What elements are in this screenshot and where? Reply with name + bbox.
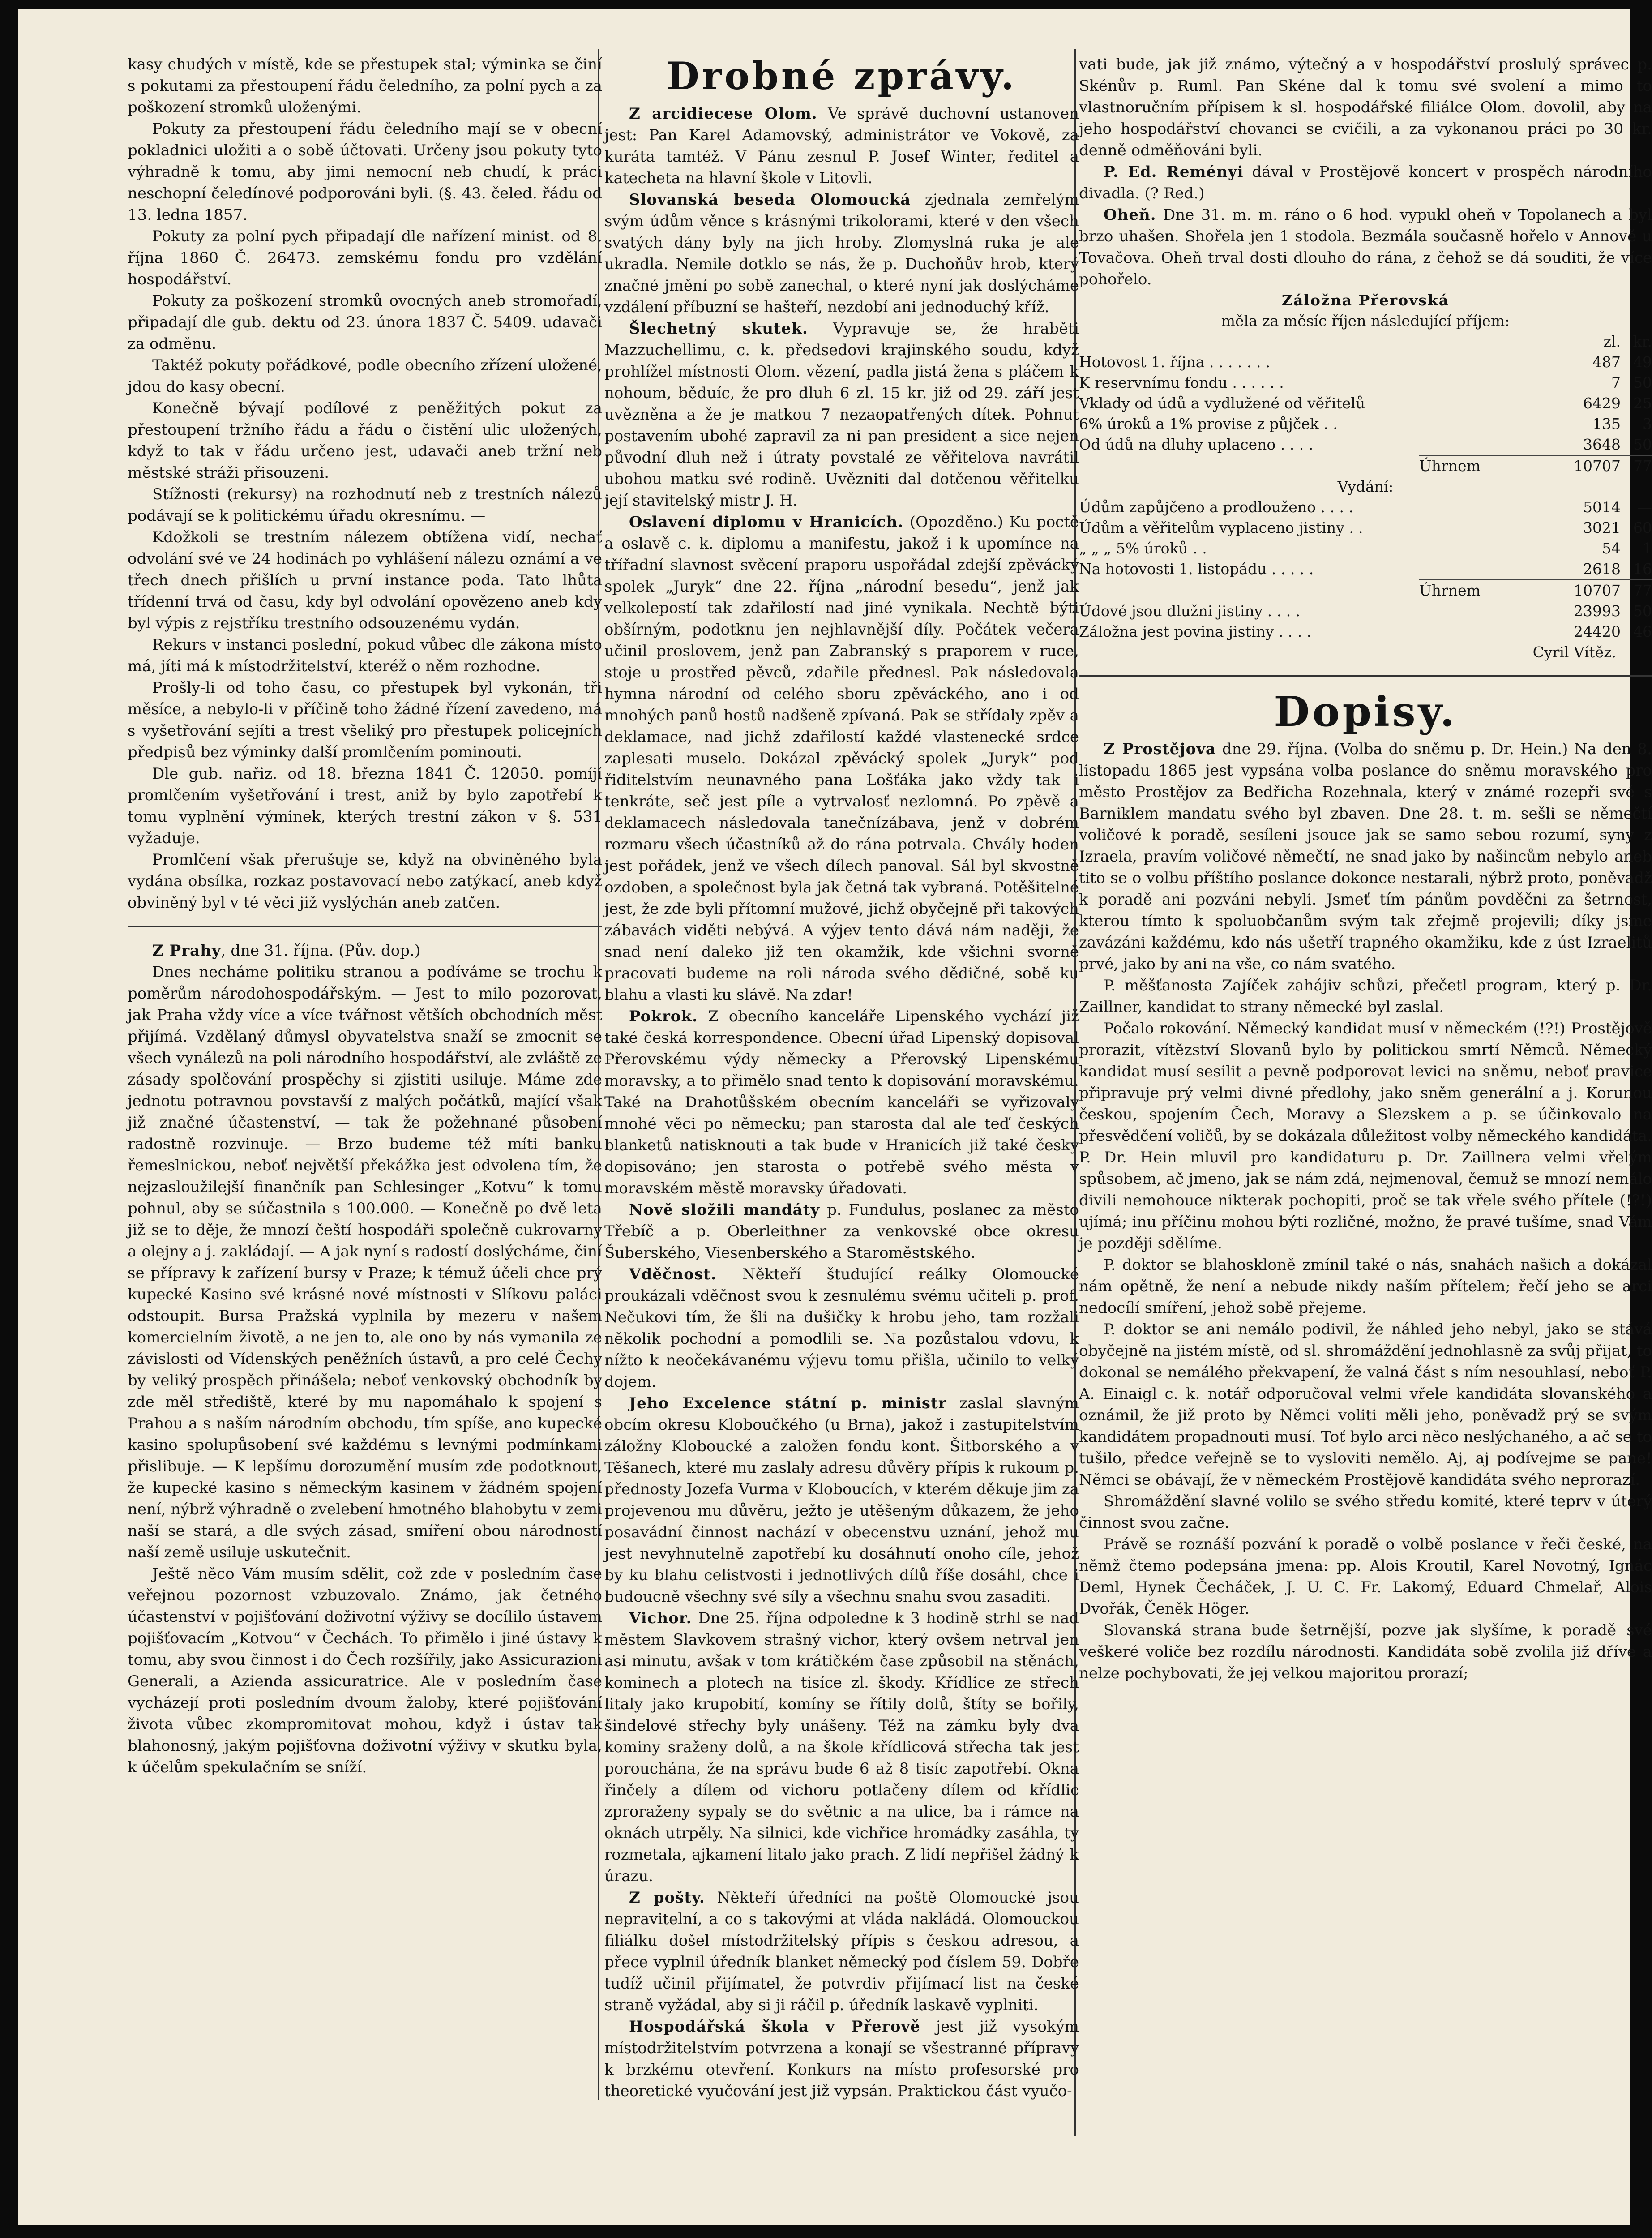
row-label: „ „ „ 5% úroků . . (1079, 540, 1207, 557)
total-label: Úhrnem (1419, 582, 1481, 599)
article-paragraph: Právě se roznáší pozvání k poradě o volbě poslance v řeči české, na němž čtemo podepsána jmena: pp. Alois Kroutil, Karel Novotný, Ignác Deml, Hynek Čecháček, J. U. C. Fr. Lakomý, Eduard Chmelař, Alois Dvořák, Čeněk Höger. (1079, 1535, 1652, 1618)
article-paragraph: Kdožkoli se trestním nálezem obtížena vidí, nechať odvolání své ve 24 hodinách po vyhlášení nálezu oznámí a ve třech dnech přišlích u první instance poda. Tato lhůta třídenní trvá od času, kdy byl odvolání opovězeno aneb kdy byl výpis z rejstříku trestního odsouzenému vydán. (128, 528, 602, 632)
news-item (604, 511, 1079, 1006)
article-paragraph: Taktéž pokuty pořádkové, podle obecního zřízení uložené, jdou do kasy obecní. (128, 356, 602, 396)
row-kr: 25 (1633, 394, 1652, 412)
row-kr: 50 (1633, 374, 1652, 391)
expense-row (1079, 538, 1652, 559)
zalozna-report (1079, 290, 1652, 663)
news-item-keyword: Jeho Excelence státní p. ministr (629, 1394, 947, 1412)
row-zl: 2618 (1583, 560, 1621, 578)
zalozna-subtitle: měla za měsíc říjen následující příjem: (1221, 312, 1510, 330)
row-kr: 1 (1643, 540, 1652, 557)
news-item-keyword: Nově složili mandáty (629, 1201, 820, 1219)
row-kr: 60 (1633, 519, 1652, 536)
section-divider (1079, 675, 1652, 677)
article-paragraph: P. měšťanosta Zajíček zahájiv schůzi, přečetl program, který p. Dr. Zaillner, kandidat to strany německé byl zaslal. (1079, 977, 1652, 1016)
article-paragraph: vati bude, jak již známo, výtečný a v hospodářství proslulý správec p. Skénův p. Ruml. Pan Skéne dal k tomu své svolení a mimo to vlastnoručním přípisem k sl. hospodářské filiálce Olom. dovolil, aby na jeho hospodářství chovanci se cvičili, a za vykonanou práci po 30 kr. denně odměňováni byli. (1079, 56, 1652, 159)
article-paragraph: Prošly-li od toho času, co přestupek byl vykonán, tři měsíce, a nebylo-li v příčině toho žádné řízení zavedeno, má s vyšetřování sejíti a trest všeliký pro přestupek policejních předpisů bez výminky další promlčením pominouti. (128, 679, 602, 761)
row-label: Záložna jest povina jistiny . . . . (1079, 623, 1312, 640)
row-zl: 3021 (1583, 519, 1621, 536)
income-row (1079, 434, 1652, 455)
unit-kr: kr. (1633, 333, 1652, 350)
row-label: Hotovost 1. října . . . . . . . (1079, 353, 1271, 371)
article-paragraph: Ještě něco Vám musím sdělit, což zde v posledním čase veřejnou pozornost vzbuzovalo. Známo, jak četného účastenství v pojišťování doživotní výživy se docílilo ústavem pojišťovacím „Kotvou“ v Čechách. To přimělo i jiné ústavy k tomu, aby svou činnost i do Čech rozšířily, jako Assicurazioni Generali, a Azienda assicuratrice. Ale v posledním čase vycházejí proti posledním dvoum žaloby, které pojišťování života vůbec zkompromitovat mohou, když i ústav tak blahonosný, jakým pojišťovna doživotní výživy v skutku byla, k účelům spekulačním se sníží. (128, 1565, 602, 1776)
zalozna-title: Záložna Přerovská (1281, 292, 1450, 309)
expense-row (1079, 559, 1652, 579)
prostejov-headline: Z Prostějova (1104, 740, 1216, 758)
income-row (1079, 373, 1652, 393)
row-kr: 16 (1633, 560, 1652, 578)
row-label: Údům zapůjčeno a prodlouženo . . . . (1079, 498, 1353, 516)
newspaper-page (18, 9, 1652, 2225)
total-zl: 10707 (1574, 582, 1621, 599)
news-item-text: zaslal slavným obcím okresu Kloboučkého (u Brna), jakož i zastupitelstvím záložny Kloboucké a založen fondu kont. Šitborského a v Těšanech, které mu zaslaly adresu důvěry přípis k rukoum p. přednosty Jozefa Vurma v Kloboucích, v kterém děkuje jim za projevenou mu důvěru, ježto je utěšeným důkazem, že jeho posavádní činnost nachází v obecenstvu uznání, jehož mu jest nevyhnutelně zapotřebí ku dosáhnutí onoho cíle, jehož by ku blahu celistvosti i jednotlivých dílů říše dosáhl, chce i budoucně všechny své síly a všechnu snahu svou zasaditi. (604, 1394, 1079, 1606)
row-label: Údům a věřitelům vyplaceno jistiny . . (1079, 519, 1363, 536)
row-kr: 46 (1633, 623, 1652, 640)
prostejov-article-lead (1079, 738, 1652, 975)
row-zl: 5014 (1583, 498, 1621, 516)
total-zl: 10707 (1574, 457, 1621, 475)
row-zl: 487 (1592, 353, 1621, 371)
row-kr: 50 (1633, 602, 1652, 620)
article-paragraph: P. doktor se ani nemálo podivil, že náhled jeho nebyl, jako se stává obyčejně na jistém místě, od sl. shromáždění jednohlasně za svůj přijat, to dokonal se nemálého překvapení, že valná část s ním nesouhlasí, neboť P. A. Einaigl c. k. notář odporučoval velmi vřele kandidáta slovanského a oznámil, že již proto by Němci voliti měli jeho, poněvadž prý se svým kandidátem propadnouti musí. Toť bylo arci něco neslýchaného, a ač se to tušilo, předce veřejně se to vysloviti nemělo. Aj, aj podívejme se pane! Němci se obávají, že v německém Prostějově kandidáta svého neprorazí. (1079, 1321, 1652, 1489)
news-item (1079, 204, 1652, 290)
row-zl: 3648 (1583, 436, 1621, 453)
news-item (604, 318, 1079, 511)
article-paragraph: P. doktor se blahoskloně zmínil také o nás, snahách našich a dokázal nám opětně, že není a nebude nikdy naším přítelem; řečí jeho se arci nedocílí smíření, jehož sobě přejeme. (1079, 1256, 1652, 1317)
news-item-keyword: Oheň. (1104, 206, 1156, 224)
article-paragraph: Na den 8. listopadu 1865 jest vypsána volba poslance do sněmu moravského pro město Prostějov za Bedřicha Rozehnala, který v známé rozepři své s Barniklem mandatu svého byl zbaven. Dne 28. t. m. sešli se němečtí voličové k poradě, sesíleni jsouce jak se samo sebou rozumí, syny z Izraela, pravím voličové němečtí, ne snad jako by našincům nebylo aneb tito se o volbu příštího poslance dokonce nestarali, nýbrž proto, poněvadž k poradě ani pozváni nebyli. Jsmeť tím pánům povděčni za šetrnost, kterou tímto k spoluobčanům svým tak zřejmě projevili; díky jsme zavázáni každému, kdo nás ušetří trapného okamžiku, kde z úst Izraelitů prvé, jako by ani na vše, co nám svatého. (1079, 740, 1652, 973)
article-paragraph: Pokuty za přestoupení řádu čeledního mají se v obecní pokladnici uložiti a o sobě účtovati. Určeny jsou pokuty tyto výhradně k tomu, aby jimi nemocní neb chudí, k práci neschopní čeledínové podporováni byli. (§. 43. čeled. řádu od 13. ledna 1857. (128, 120, 602, 224)
row-label: 6% úroků a 1% provise z půjček . . (1079, 415, 1338, 433)
article-paragraph: Pokuty za polní pych připadají dle nařízení minist. od 8. října 1860 Č. 26473. zemskému fondu pro vzdělání hospodářství. (128, 227, 602, 288)
news-item-text: Ve správě duchovní ustanoven jest: Pan Karel Adamovský, administrátor ve Vokově, za kuráta tamtéž. V Pánu zesnul P. Josef Winter, ředitel a katecheta na hlavní škole v Litovli. (604, 105, 1079, 187)
news-item-keyword: P. Ed. Reményi (1104, 163, 1244, 181)
row-label: K reservnímu fondu . . . . . . (1079, 374, 1284, 391)
row-zl: 7 (1611, 374, 1621, 391)
section-heading-dopisy: Dopisy. (1274, 687, 1457, 736)
praha-headline: Z Prahy (152, 942, 221, 960)
row-zl: 24420 (1574, 623, 1621, 640)
article-paragraph: Shromáždění slavné volilo se svého středu komité, které teprv v úterý činnost svou začne. (1079, 1492, 1652, 1532)
row-label: Od údů na dluhy uplaceno . . . . (1079, 436, 1314, 453)
vydani-title: Vydání: (1337, 478, 1394, 495)
news-item (604, 1608, 1079, 1887)
news-item-keyword: Slovanská beseda Olomoucká (629, 191, 911, 209)
article-paragraph: kasy chudých v místě, kde se přestupek stal; výminka se činí s pokutami za přestoupení řádu čeledního, za polní pych a za poškození stromků uloženými. (128, 56, 602, 116)
article-paragraph: Dnes necháme politiku stranou a podíváme se trochu k poměrům národohospodářským. — Jest to milo pozorovat, jak Praha vždy více a více tvářnost větších obchodních měst přijímá. Vzdělaný důmysl obyvatelstva snaží se zmocnit se všech vynálezů na poli národního hospodářství, ale zvláště ze zásady spolčování prospěchy si zjistiti usiluje. Máme zde jednotu potravnou povstavší z malých počátků, mající však již značné účastenství, — tak že požehnané působení radostně rozvinuje. — Brzo budeme též míti banku řemeslnickou, neboť největší překážka jest odvolena tím, že nejzasloužilejší finančník pan Schlesinger „Kotvu“ k tomu pohnul, aby se súčastnila s 100.000. — Konečně po dvě leta již se to děje, že mnozí čeští hospodáři společně cukrovarny a olejny a j. zakládají. — A jak nyní s radostí doslýcháme, činí se přípravy k zařízení bursy v Praze; k témuž účeli chce prý kupecké Kasino své krásné nové místnosti v Slíkovu paláci odstoupit. Bursa Pražská vyplnila by mezeru v našem komercielním životě, a ne jen to, ale ono by nás vymanila ze závislosti od Vídenských peněžních ústavů, a pro celé Čechy by veliký prospěch přinášela; neboť venkovský obchodník by zde měl střediště, které by mu napomáhalo k spojení s Prahou a s naším národním obchodu, tím spíše, ano kupecké kasino spolupůsobení své každému s levnými podmínkami přislibuje. — K lepšímu dorozumění musím zde podotknout, že kupecké kasino s německým kasinem v žádném spojení není, nýbrž výhradně o zvelebení hmotného blahobytu v zemi naší se stará, a dle svých zásad, smíření obou národností naší země usiluje uskutečnit. (128, 963, 602, 1561)
news-item-text: Dne 25. října odpoledne k 3 hodině strhl se nad městem Slavkovem strašný vichor, který ovšem netrval jen asi minutu, avšak v tom krátičkém čase způsobil na stěnách, kominech a plotech na tisíce zl. škody. Křídlice ze střech litaly jako krupobití, komíny se řítily dolů, štíty se bořily, šindelové střechy byly unášeny. Též na zámku byly dva kominy sraženy dolů, a na škole křídlicová střecha tak jest porouchána, že na správu bude 6 až 8 tisíc zapotřebí. Okna řinčely a dílem od vichoru potlačeny dílem od křídlic zproraženy sypaly se do světnic a na ulice, ba i rámce na oknách utrpěly. Na silnici, kde vichřice hromádky zasáhla, ty rozmetala, ajkamení litalo jako prach. Z lidí nepřišel žádný k úrazu. (604, 1609, 1079, 1885)
article-paragraph: Počalo rokování. Německý kandidat musí v německém (!?!) Prostějově prorazit, vítězství Slovanů bylo by politickou smrtí Němců. Německý kandidat musí sesilit a pevně podporovat levici na sněmu, neboť pravice připravuje prý velmi divné předlohy, jako sněm generální a j. Korunou českou, spojením Čech, Moravy a Slezskem a p. se účinkovalo na přesvědčení voličů, by se dokázala důležitost volby německého kandidáta. P. Dr. Hein mluvil pro kandidaturu p. Dr. Zaillnera velmi vřelým spůsobem, ač jmeno, jak se nám zdá, nejmenoval, čemuž se mnozí nemálo divili nemohouce nikterak pochopiti, proč se tak vřele svého přítele (!?!) ujímá; inu příčinu mohou býti rozličné, možno, že pravé tušíme, snad Vám je později sdělíme. (1079, 1020, 1652, 1252)
row-zl: 6429 (1583, 394, 1621, 412)
row-kr: 3 (1643, 415, 1652, 433)
article-paragraph: Stížnosti (rekursy) na rozhodnutí neb z trestních nálezů podávají se k politickému úřadu okresnímu. — (128, 485, 602, 525)
article-paragraph: Pokuty za poškození stromků ovocných aneb stromořadí, připadají dle gub. dektu od 23. února 1837 Č. 5409. udavači za odměnu. (128, 292, 602, 353)
income-row (1079, 352, 1652, 373)
prostejov-dateline: dne 29. října. (Volba do sněmu p. Dr. Hein.) (1216, 740, 1568, 758)
article-paragraph: Dle gub. nařiz. od 18. března 1841 Č. 12050. pomíjí promlčením vyšetřování i trest, aniž by bylo zapotřebí k tomu vyplnění výminek, kterých trestní zákon v §. 531 vyžaduje. (128, 765, 602, 847)
section-heading-drobne-zpravy: Drobné zprávy. (667, 54, 1017, 98)
news-item-text: Někteří študující reálky Olomoucké proukázali vděčnost svou k zesnulému svému učiteli p. prof. Nečukovi tím, že šli na dušičky k hrobu jeho, tam rozžali několik pochodní a pomodlili se. Na pozůstalou vdovu, k nížto k neočekávanému výjevu tomu přišla, učinilo to velký dojem. (604, 1265, 1079, 1391)
row-label: Na hotovosti 1. listopádu . . . . . (1079, 560, 1314, 578)
column-3 (1079, 54, 1652, 1684)
income-total-row (1419, 455, 1652, 476)
row-kr: — (1637, 498, 1652, 516)
debt-row (1079, 622, 1652, 642)
news-item (604, 1887, 1079, 2016)
news-item-text: Z obecního kanceláře Lipenského vychází již také česká korrespondence. Obecní úřad Lipenský dopisoval Přerovskému výdy německy a Přerovský Lipenskému moravsky, a to přimělo snad tento k dopisování moravskému. Také na Drahotůšském obecním kanceláři se vyřizovaly mnohé věci po německu; pan starosta dal ale teď českých blanketů natisknouti a tak bude v Hranicích již také česky dopisováno; jen starosta o potřebě svého města v moravském městě moravsky úřadovati. (604, 1008, 1079, 1197)
news-item (604, 103, 1079, 189)
news-item-text: p. Fundulus, poslanec za město Třebíč a p. Oberleithner za venkovské obce okresu Šuberského, Viesenberského a Staroměstského. (604, 1201, 1079, 1262)
zalozna-units-row (1079, 331, 1652, 352)
article-paragraph: Promlčení však přerušuje se, když na obviněného byla vydána obsílka, rozkaz postavovací nebo zatýkací, aneb když obviněný byl v té věci již vyslýchán aneb zatčen. (128, 851, 602, 912)
news-item (604, 1199, 1079, 1264)
total-label: Úhrnem (1419, 457, 1481, 475)
news-item (604, 1393, 1079, 1608)
news-item-keyword: Z arcidiecese Olom. (629, 105, 817, 123)
news-item (604, 2016, 1079, 2102)
total-kr: 77 (1633, 582, 1652, 599)
news-item-text: Dne 31. m. m. ráno o 6 hod. vypukl oheň v Topolanech a byl brzo uhašen. Shořela jen 1 stodola. Bezmála současně hořelo v Annově u Tovačova. Oheň trval dosti dlouho do rána, z čehož se dá souditi, že více pohořelo. (1079, 206, 1652, 288)
row-kr: 49 (1633, 353, 1652, 371)
news-item (1079, 161, 1652, 204)
article-paragraph: Rekurs v instanci poslední, pokud vůbec dle zákona místo má, jíti má k místodržitelství, kteréž o něm rozhodne. (128, 636, 602, 675)
debt-row (1079, 601, 1652, 622)
news-item-text: dával v Prostějově koncert v prospěch národního divadla. (? Red.) (1079, 163, 1652, 202)
unit-zl: zl. (1603, 333, 1621, 350)
row-zl: 23993 (1574, 602, 1621, 620)
row-label: Vklady od údů a vydlužené od věřitelů (1079, 394, 1365, 412)
expense-row (1079, 518, 1652, 538)
row-zl: 135 (1592, 415, 1621, 433)
news-item-text: Někteří úředníci na poště Olomoucké jsou nepravitelní, a co s takovými at vláda nakládá. Olomouckou filiálku došel místodržitelský přípis s českou adresou, a přece vyplnil úředník blanket německý pod číslem 59. Dobře tudíž učinil přijímatel, že potvrdiv přijímací list na české straně vyžádal, aby si ji ráčil p. úředník laskavě vyplniti. (604, 1889, 1079, 2014)
total-kr: 77 (1633, 457, 1652, 475)
news-item-keyword: Vděčnost. (629, 1265, 717, 1283)
row-label: Údové jsou dlužni jistiny . . . . (1079, 602, 1301, 620)
news-item-text: jest již vysokým místodržitelstvím potvrzena a konají se všestranné přípravy k brzkému otevření. Konkurs na místo profesorské pro theoretické vyučování jest již vypsán. Praktickou část vyučo- (604, 2018, 1079, 2100)
section-divider (128, 926, 602, 927)
column-2 (604, 54, 1079, 2102)
news-item (604, 1264, 1079, 1393)
expense-total-row (1419, 579, 1652, 601)
row-zl: 54 (1602, 540, 1621, 557)
news-item (604, 1006, 1079, 1199)
row-kr: 50 (1633, 436, 1652, 453)
news-item-keyword: Šlechetný skutek. (629, 320, 808, 338)
news-item-keyword: Vichor. (629, 1609, 692, 1627)
signature: Cyril Vítěz. (1532, 643, 1616, 661)
article-paragraph: Slovanská strana bude šetrnější, pozve jak slyšíme, k poradě své veškeré voliče bez rozdílu národnosti. Kandidáta sobě zvolila již dříve a nelze pochybovati, že jej velkou majoritou prorazí; (1079, 1621, 1652, 1682)
news-item-keyword: Oslavení diplomu v Hranicích. (629, 513, 904, 531)
news-item-keyword: Z pošty. (629, 1889, 705, 1907)
article-paragraph: Konečně bývají podílové z peněžitých pokut za přestoupení tržního řádu a řádu o čistění ulic uložených, když to tak v řádu určeno jest, udavači aneb tržní neb městské stráži přisouzeni. (128, 399, 602, 482)
news-item-text: Vypravuje se, že hraběti Mazzuchellimu, c. k. předsedovi krajinského soudu, když prohlížel místnosti Olom. vězení, padla jistá žena s pláčem k nohoum, běduíc, že pro dluh 6 zl. 15 kr. již od 29. září jest uvězněna a že je matkou 7 nezaopatřených dítek. Pohnut postavením ubohé zapravil za ni pan president a sice nejen původní dluh než i útraty povstalé ze věřitelova navrátil ubohou matku své rodině. Uvězniti dal dotčenou věřitelku její stavitelský mistr J. H. (604, 320, 1079, 510)
column-1 (128, 54, 602, 1778)
news-item-keyword: Hospodářská škola v Přerově (629, 2018, 920, 2036)
expense-row (1079, 497, 1652, 518)
news-item-text: (Opozděno.) Ku poctě a oslavě c. k. diplomu a manifestu, jakož i k upomínce na třířadní slavnost svěcení praporu uspořádal zdejší zpěvácký spolek „Juryk“ dne 22. října „národní besedu“, jenž jak velkolepostí tak zdařilostí nad jiné vynikala. Nechtě býti obšírným, podotknu jen nejhlavnější díly. Počátek večera učinil proslovem, jenž pan Zabranský s praporem v ruce, stoje u prostřed pěvců, zdařile přednesl. Pak následovala hymna národní od celého sboru zpěváckého, ano i od mnohých panů hostů nadšeně zpívaná. Pak se střídaly zpěv a deklamace, nad jichž zdařilostí každé vlastenecké srdce zaplesati muselo. Dokázal zpěvácký spolek „Juryk“ pod řiditelstvím neunavného pana Lošťáka jako vždy tak i tenkráte, seč jest píle a vytrvalosť nezlomná. Po zpěvě a deklamacech následovala tanečnízábava, jenž v dobrém rozmaru všech účastníků až do rána potrvala. Chvály hoden jest pořádek, jenž ve všech dílech panoval. Sál byl skvostně ozdoben, a společnost byla jak četná tak vybraná. Potěšitelné jest, že zde byli přítomní mužové, jichž obyčejně při takových zábavách viděti nebývá. A výjev tento dává nám naději, že snad není daleko již ten okamžik, kde všichni svorně pracovati budeme na roli národa svého dědičné, sobě ku blahu a vlasti ku slávě. Na zdar! (604, 513, 1079, 1004)
praha-dateline: , dne 31. října. (Pův. dop.) (221, 942, 421, 960)
income-row (1079, 414, 1652, 434)
news-item-text: zjednala zemřelým svým údům věnce s krásnými trikolorami, které v den všech svatých dány byly na jich hroby. Zlomyslná ruka je ale ukradla. Nemile dotklo se nás, že p. Duchoňův hrob, který značné jmění po sobě zanechal, o které nyní jak doslýcháme vzdálení příbuzní se hašteří, nezdobí ani jednoduchý kříž. (604, 191, 1079, 316)
news-item-keyword: Pokrok. (629, 1008, 698, 1025)
news-item (604, 189, 1079, 318)
praha-article-lead (128, 940, 602, 961)
income-row (1079, 393, 1652, 414)
